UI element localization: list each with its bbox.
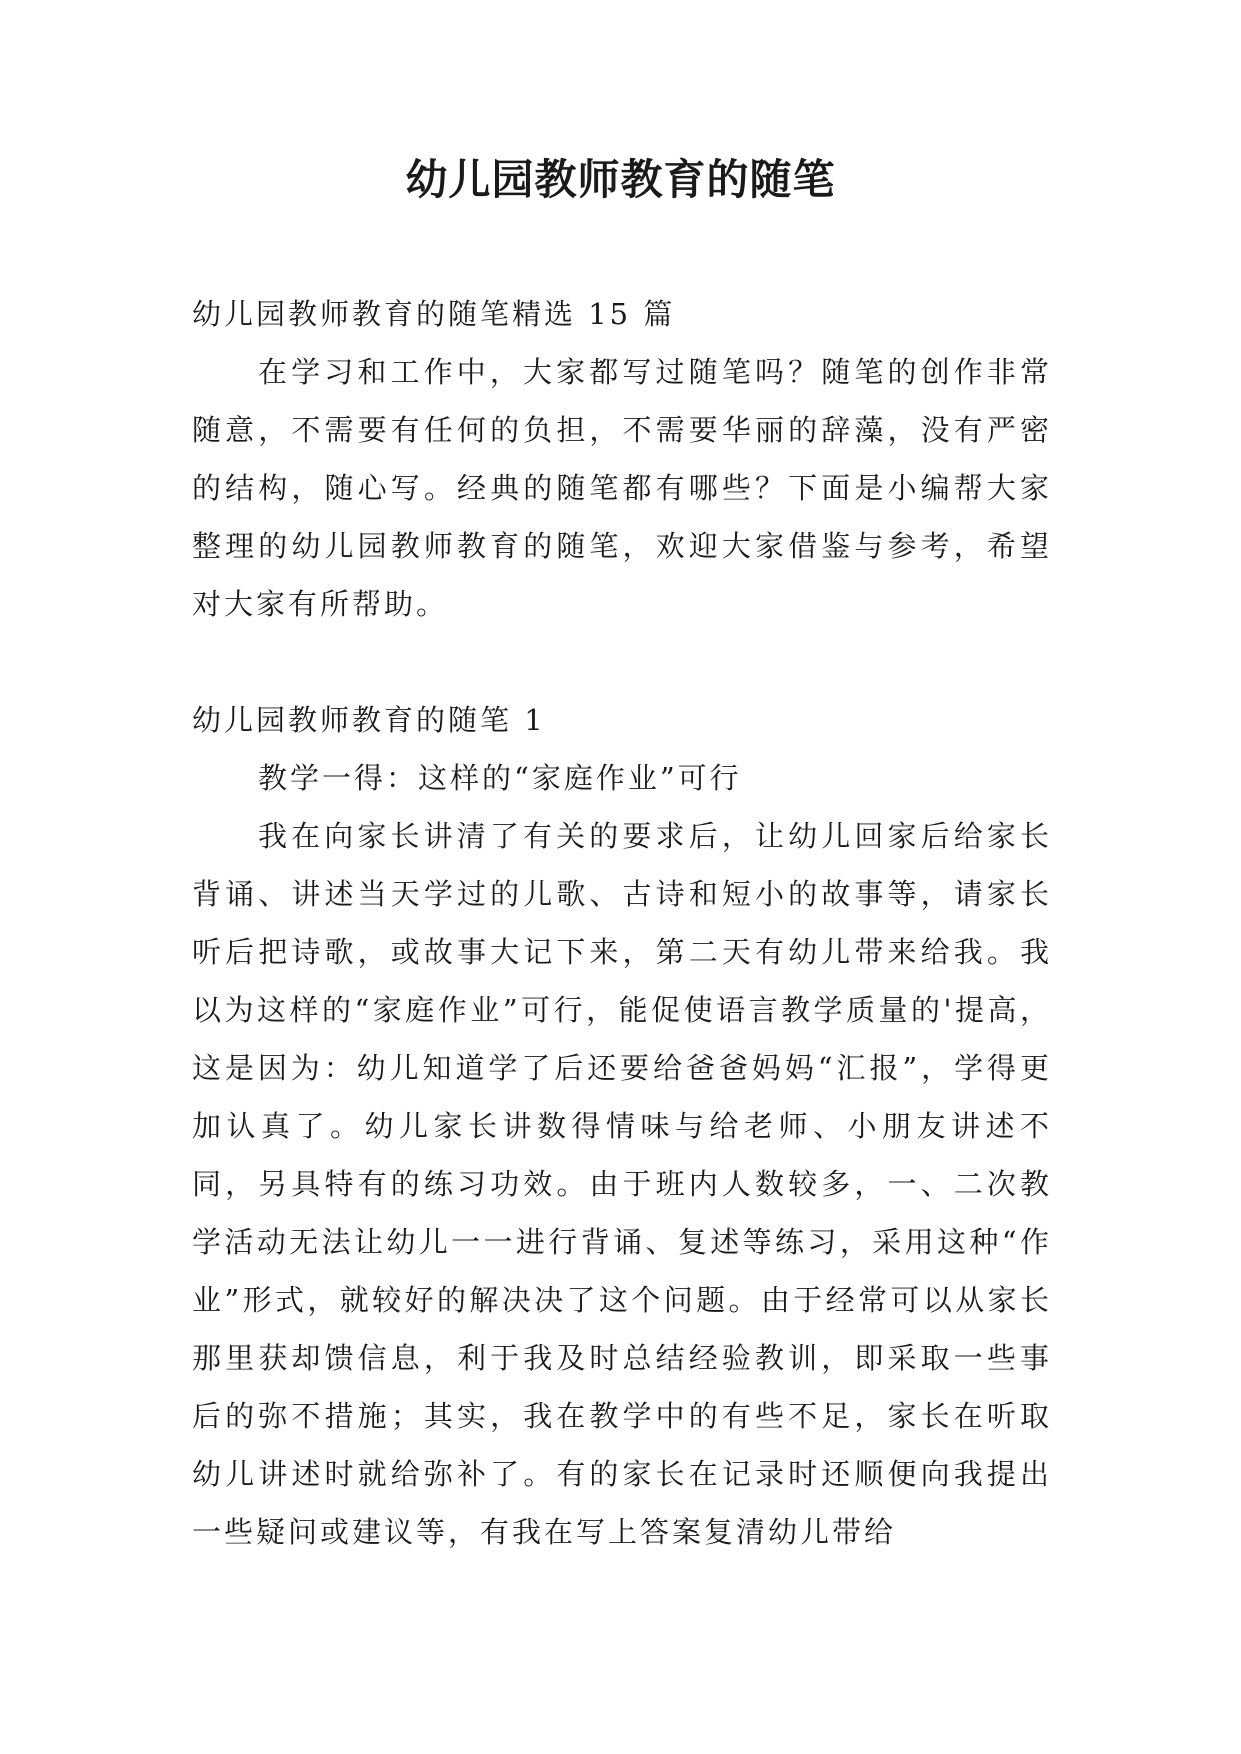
paragraph-spacer <box>192 633 1052 691</box>
section-heading: 幼儿园教师教育的随笔 1 <box>192 703 546 737</box>
section-body-paragraph: 我在向家长讲清了有关的要求后，让幼儿回家后给家长背诵、讲述当天学过的儿歌、古诗和短小的故事等，请家长听后把诗歌，或故事大记下来，第二天有幼儿带来给我。我以为这样的“家庭作业”可行，能促使语言教学质量的'提高，这是因为：幼儿知道学了后还要给爸爸妈妈“汇报”，学得更加认真了。幼儿家长讲数得情味与给老师、小朋友讲述不同，另具特有的练习功效。由于班内人数较多，一、二次教学活动无法让幼儿一一进行背诵、复述等练习，采用这种“作业”形式，就较好的解决决了这个问题。由于经常可以从家长那里获却馈信息，利于我及时总结经验教训，即采取一些事后的弥不措施；其实，我在教学中的有些不足，家长在听取幼儿讲述时就给弥补了。有的家长在记录时还顺便向我提出一些疑问或建议等，有我在写上答案复清幼儿带给 <box>192 819 1052 1549</box>
document-title: 幼儿园教师教育的随笔 <box>405 155 836 204</box>
document-body <box>192 285 1052 1561</box>
intro-paragraph: 在学习和工作中，大家都写过随笔吗？随笔的创作非常随意，不需要有任何的负担，不需要华丽的辞藻，没有严密的结构，随心写。经典的随笔都有哪些？下面是小编帮大家整理的幼儿园教师教育的随笔，欢迎大家借鉴与参考，希望对大家有所帮助。 <box>192 355 1052 621</box>
document-subtitle: 幼儿园教师教育的随笔精选 15 篇 <box>192 297 676 331</box>
section-lead: 教学一得：这样的“家庭作业”可行 <box>258 761 742 795</box>
